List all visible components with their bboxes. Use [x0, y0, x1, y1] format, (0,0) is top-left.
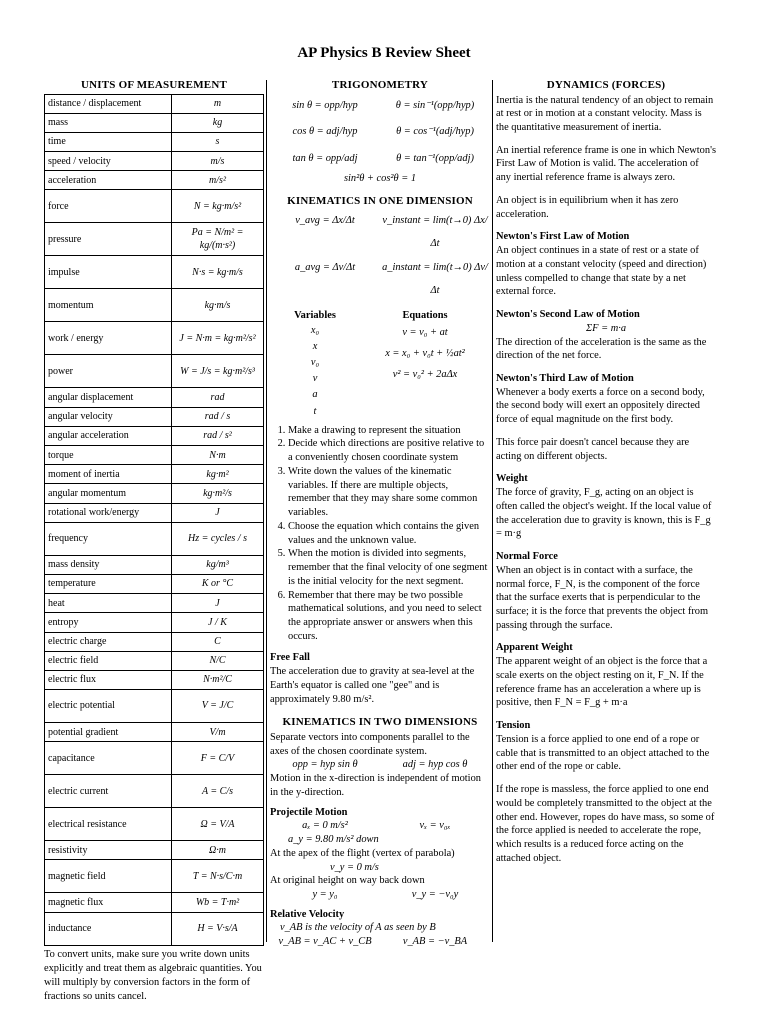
units-row: [45, 912, 264, 945]
units-row: [45, 613, 264, 632]
component-eq: adj = hyp cos θ: [402, 759, 468, 771]
units-row: [45, 651, 264, 670]
weight-text: The force of gravity, F_g, acting on an object is often called the object's weight. If the local value of the acceleration due to gravity is known, this is F_g = m·g: [496, 487, 712, 540]
newton-second-text: The direction of the acceleration is the same as the direction of the net force.: [496, 336, 707, 362]
unit-value: J = N·m = kg·m²/s²: [172, 322, 264, 355]
dynamics-heading: DYNAMICS (FORCES): [546, 79, 666, 91]
units-row: [45, 775, 264, 808]
units-row: [45, 223, 264, 256]
trig-eq: cos θ = adj/hyp: [292, 126, 358, 138]
unit-value: rad / s: [172, 407, 264, 426]
quantity-name: entropy: [45, 613, 172, 632]
quantity-name: magnetic flux: [45, 893, 172, 912]
unit-value: m/s²: [172, 171, 264, 190]
massless-rope-text: If the rope is massless, the force applied to one end would be completely transmitted to the object at the other end. However, ropes do have mass, so some of the force applied is needed to accelerate the rope, which results is a reduced force acting on the attached object.: [496, 784, 715, 864]
quantity-name: electric charge: [45, 632, 172, 651]
trig-eq: tan θ = opp/adj: [292, 153, 358, 165]
units-row: [45, 723, 264, 742]
newton-third-text: Whenever a body exerts a force on a second body, the second body will exert an oppositely directed force of equal magnitude on the first body.: [496, 386, 705, 426]
quantity-name: heat: [45, 594, 172, 613]
relative-velocity-heading: Relative Velocity: [270, 908, 345, 920]
units-row: [45, 355, 264, 388]
units-note: To convert units, make sure you write down units explicitly and treat them as algebraic quantities. You will multiply by conversion factors in the form of fractions so units cancel.: [44, 948, 262, 1002]
page-title: AP Physics B Review Sheet: [297, 45, 471, 61]
newton-first-text: An object continues in a state of rest or a state of motion at a constant velocity (speed and direction) unless compelled to change that state by a net external force.: [496, 245, 707, 298]
units-row: [45, 484, 264, 503]
unit-value: W = J/s = kg·m²/s³: [172, 355, 264, 388]
quantity-name: moment of inertia: [45, 465, 172, 484]
quantity-name: speed / velocity: [45, 152, 172, 171]
apparent-weight-text: The apparent weight of an object is the force that a scale exerts on the object resting on it, F_N. If the reference frame has an acceleration a where up is positive, then F_N = F_g + m·a: [496, 656, 708, 709]
units-row: [45, 289, 264, 322]
quantity-name: mass density: [45, 555, 172, 574]
units-row: [45, 94, 264, 113]
units-heading: UNITS OF MEASUREMENT: [81, 79, 227, 91]
reference-frame-text: An inertial reference frame is one in which Newton's First Law of Motion is valid. The acceleration of any inertial reference frame is always zero.: [496, 144, 716, 184]
units-row: [45, 742, 264, 775]
tension-heading: Tension: [496, 720, 531, 732]
units-column: [44, 78, 264, 1004]
kin1-definitions: [270, 210, 490, 304]
quantity-name: potential gradient: [45, 723, 172, 742]
variable: a: [312, 389, 318, 401]
step: 5. When the motion is divided into segments, remember that the final velocity of one segment is the initial velocity for the next segment.: [288, 547, 490, 588]
kin2-component-eqs: [270, 758, 490, 772]
dynamics-column: [496, 78, 716, 875]
unit-value: kg·m²/s: [172, 484, 264, 503]
quantity-name: distance / displacement: [45, 94, 172, 113]
step: 4. Choose the equation which contains the given values and the unknown value.: [288, 520, 490, 547]
units-row: [45, 594, 264, 613]
step: 1. Make a drawing to represent the situation: [288, 424, 490, 438]
units-row: [45, 152, 264, 171]
step: 2. Decide which directions are positive relative to a conveniently chosen coordinate system: [288, 437, 490, 464]
quantity-name: rotational work/energy: [45, 503, 172, 522]
quantity-name: angular displacement: [45, 388, 172, 407]
unit-value: N = kg·m/s²: [172, 190, 264, 223]
unit-value: N/C: [172, 651, 264, 670]
unit-value: m/s: [172, 152, 264, 171]
equations-list: [360, 323, 490, 420]
quantity-name: electric flux: [45, 670, 172, 689]
inertia-text: Inertia is the natural tendency of an object to remain at rest or in motion at a constant velocity. Mass is the quantitative measurement of inertia.: [496, 94, 714, 133]
units-row: [45, 632, 264, 651]
unit-value: kg·m/s: [172, 289, 264, 322]
units-row: [45, 132, 264, 151]
quantity-name: angular velocity: [45, 407, 172, 426]
units-row: [45, 893, 264, 912]
quantity-name: angular acceleration: [45, 426, 172, 445]
component-eq: opp = hyp sin θ: [292, 759, 358, 771]
column-divider: [266, 80, 267, 942]
unit-value: kg·m²: [172, 465, 264, 484]
projectile-eq: aₓ = 0 m/s²: [302, 820, 348, 832]
trig-identity: sin²θ + cos²θ = 1: [343, 173, 417, 185]
apex-eq: v_y = 0 m/s: [330, 861, 379, 873]
variable: x: [312, 341, 318, 353]
quantity-name: acceleration: [45, 171, 172, 190]
kin2-text2: Motion in the x-direction is independent of motion in the y-direction.: [270, 773, 481, 798]
equilibrium-text: An object is in equilibrium when it has zero acceleration.: [496, 194, 679, 220]
quantity-name: frequency: [45, 522, 172, 555]
trig-eq: θ = sin⁻¹(opp/hyp): [395, 99, 475, 111]
units-row: [45, 388, 264, 407]
unit-value: F = C/V: [172, 742, 264, 775]
projectile-eqs: [270, 819, 490, 833]
variable: v₀: [310, 357, 320, 369]
variable: x₀: [310, 324, 320, 336]
equation: v² = v₀² + 2aΔx: [392, 368, 458, 380]
unit-value: N·m²/C: [172, 670, 264, 689]
projectile-heading: Projectile Motion: [270, 806, 348, 818]
force-pair-text: This force pair doesn't cancel because they are acting on different objects.: [496, 436, 690, 462]
unit-value: V/m: [172, 723, 264, 742]
trig-eq: θ = cos⁻¹(adj/hyp): [396, 126, 474, 138]
quantity-name: power: [45, 355, 172, 388]
unit-value: rad / s²: [172, 426, 264, 445]
units-row: [45, 113, 264, 132]
unit-value: V = J/C: [172, 690, 264, 723]
units-table: [44, 94, 264, 946]
kin1-eq: a_instant = lim(t→0) Δv/Δt: [382, 262, 488, 297]
kin1-eq: v_avg = Δx/Δt: [295, 214, 355, 226]
kinematics-column: [270, 78, 490, 949]
kin1-eq: v_instant = lim(t→0) Δx/Δt: [382, 214, 488, 249]
unit-value: s: [172, 132, 264, 151]
step: 3. Write down the values of the kinematic variables. If there are multiple objects, remember that they may share some common variables.: [288, 465, 490, 520]
trig-heading: TRIGONOMETRY: [331, 79, 429, 91]
units-row: [45, 322, 264, 355]
unit-value: Hz = cycles / s: [172, 522, 264, 555]
units-row: [45, 841, 264, 860]
quantity-name: force: [45, 190, 172, 223]
relative-velocity-eqs: [270, 935, 490, 949]
relative-eq: v_AB = v_AC + v_CB: [278, 936, 372, 948]
units-row: [45, 860, 264, 893]
apex-text: At the apex of the flight (vertex of parabola): [270, 847, 455, 859]
equation: x = x₀ + v₀t + ½at²: [385, 347, 465, 359]
unit-value: J: [172, 503, 264, 522]
trig-eq: θ = tan⁻¹(opp/adj): [396, 153, 474, 165]
variables-heading: Variables: [294, 310, 336, 322]
kin1-heading: KINEMATICS IN ONE DIMENSION: [287, 195, 473, 208]
newton-second-eq: ΣF = m·a: [585, 322, 627, 334]
orig-text: At original height on way back down: [270, 875, 425, 887]
unit-value: J / K: [172, 613, 264, 632]
quantity-name: electrical resistance: [45, 808, 172, 841]
newton-third-heading: Newton's Third Law of Motion: [496, 373, 634, 384]
variable: v: [312, 373, 318, 385]
unit-value: kg/m³: [172, 555, 264, 574]
quantity-name: angular momentum: [45, 484, 172, 503]
quantity-name: time: [45, 132, 172, 151]
units-row: [45, 446, 264, 465]
quantity-name: temperature: [45, 574, 172, 593]
relative-eq: v_AB = −v_BA: [402, 936, 468, 948]
unit-value: kg: [172, 113, 264, 132]
units-row: [45, 574, 264, 593]
unit-value: m: [172, 94, 264, 113]
unit-value: rad: [172, 388, 264, 407]
quantity-name: resistivity: [45, 841, 172, 860]
variable: t: [313, 405, 317, 417]
freefall-heading: Free Fall: [270, 652, 310, 664]
unit-value: Wb = T·m²: [172, 893, 264, 912]
units-row: [45, 426, 264, 445]
unit-value: H = V·s/A: [172, 912, 264, 945]
kin2-heading: KINEMATICS IN TWO DIMENSIONS: [282, 716, 478, 729]
orig-eq: v_y = −v₀y: [411, 889, 459, 900]
quantity-name: electric potential: [45, 690, 172, 723]
unit-value: T = N·s/C·m: [172, 860, 264, 893]
unit-value: J: [172, 594, 264, 613]
trig-eq: sin θ = opp/hyp: [292, 99, 358, 111]
kin1-variables-equations: [270, 309, 490, 419]
units-row: [45, 522, 264, 555]
projectile-eq: a_y = 9.80 m/s² down: [288, 834, 379, 846]
units-row: [45, 190, 264, 223]
unit-value: Ω·m: [172, 841, 264, 860]
units-row: [45, 407, 264, 426]
apparent-weight-heading: Apparent Weight: [496, 642, 573, 654]
kin1-steps: [270, 424, 490, 644]
units-row: [45, 690, 264, 723]
variables-list: [270, 323, 360, 420]
tension-text: Tension is a force applied to one end of a rope or cable that is transmitted to an object attached to the other end of the rope or cable.: [496, 733, 710, 773]
projectile-eq: vₓ = v₀ₓ: [419, 820, 451, 832]
units-row: [45, 808, 264, 841]
newton-second-heading: Newton's Second Law of Motion: [496, 309, 640, 321]
units-row: [45, 256, 264, 289]
quantity-name: impulse: [45, 256, 172, 289]
quantity-name: momentum: [45, 289, 172, 322]
column-divider: [492, 80, 493, 942]
trig-equations: [270, 94, 490, 173]
unit-value: N·s = kg·m/s: [172, 256, 264, 289]
quantity-name: mass: [45, 113, 172, 132]
kin1-eq: a_avg = Δv/Δt: [294, 262, 356, 274]
unit-value: Ω = V/A: [172, 808, 264, 841]
quantity-name: work / energy: [45, 322, 172, 355]
equations-heading: Equations: [402, 310, 448, 322]
units-row: [45, 670, 264, 689]
quantity-name: electric current: [45, 775, 172, 808]
kin2-text1: Separate vectors into components parallel to the axes of the chosen coordinate system.: [270, 731, 470, 757]
orig-eq: y = y₀: [312, 889, 338, 900]
weight-heading: Weight: [496, 473, 528, 485]
freefall-text: The acceleration due to gravity at sea-level at the Earth's equator is called one "gee" and is approximately 9.80 m/s².: [270, 666, 475, 705]
quantity-name: torque: [45, 446, 172, 465]
units-row: [45, 465, 264, 484]
relative-velocity-text: v_AB is the velocity of A as seen by B: [280, 922, 436, 934]
orig-eqs: [270, 888, 490, 902]
unit-value: A = C/s: [172, 775, 264, 808]
unit-value: C: [172, 632, 264, 651]
quantity-name: electric field: [45, 651, 172, 670]
quantity-name: inductance: [45, 912, 172, 945]
units-row: [45, 555, 264, 574]
quantity-name: pressure: [45, 223, 172, 256]
units-row: [45, 503, 264, 522]
unit-value: N·m: [172, 446, 264, 465]
step: 6. Remember that there may be two possible mathematical solutions, and you need to select the appropriate answer or answers when this occurs.: [288, 589, 490, 644]
units-row: [45, 171, 264, 190]
normal-force-heading: Normal Force: [496, 551, 558, 563]
unit-value: Pa = N/m² = kg/(m·s²): [172, 223, 264, 256]
quantity-name: magnetic field: [45, 860, 172, 893]
unit-value: K or °C: [172, 574, 264, 593]
quantity-name: capacitance: [45, 742, 172, 775]
newton-first-heading: Newton's First Law of Motion: [496, 231, 630, 243]
equation: v = v₀ + at: [402, 326, 448, 338]
normal-force-text: When an object is in contact with a surface, the normal force, F_N, is the component of the force that the surface exerts that is perpendicular to the surface; it is the force that prevents the object from passing through the surface.: [496, 564, 709, 631]
